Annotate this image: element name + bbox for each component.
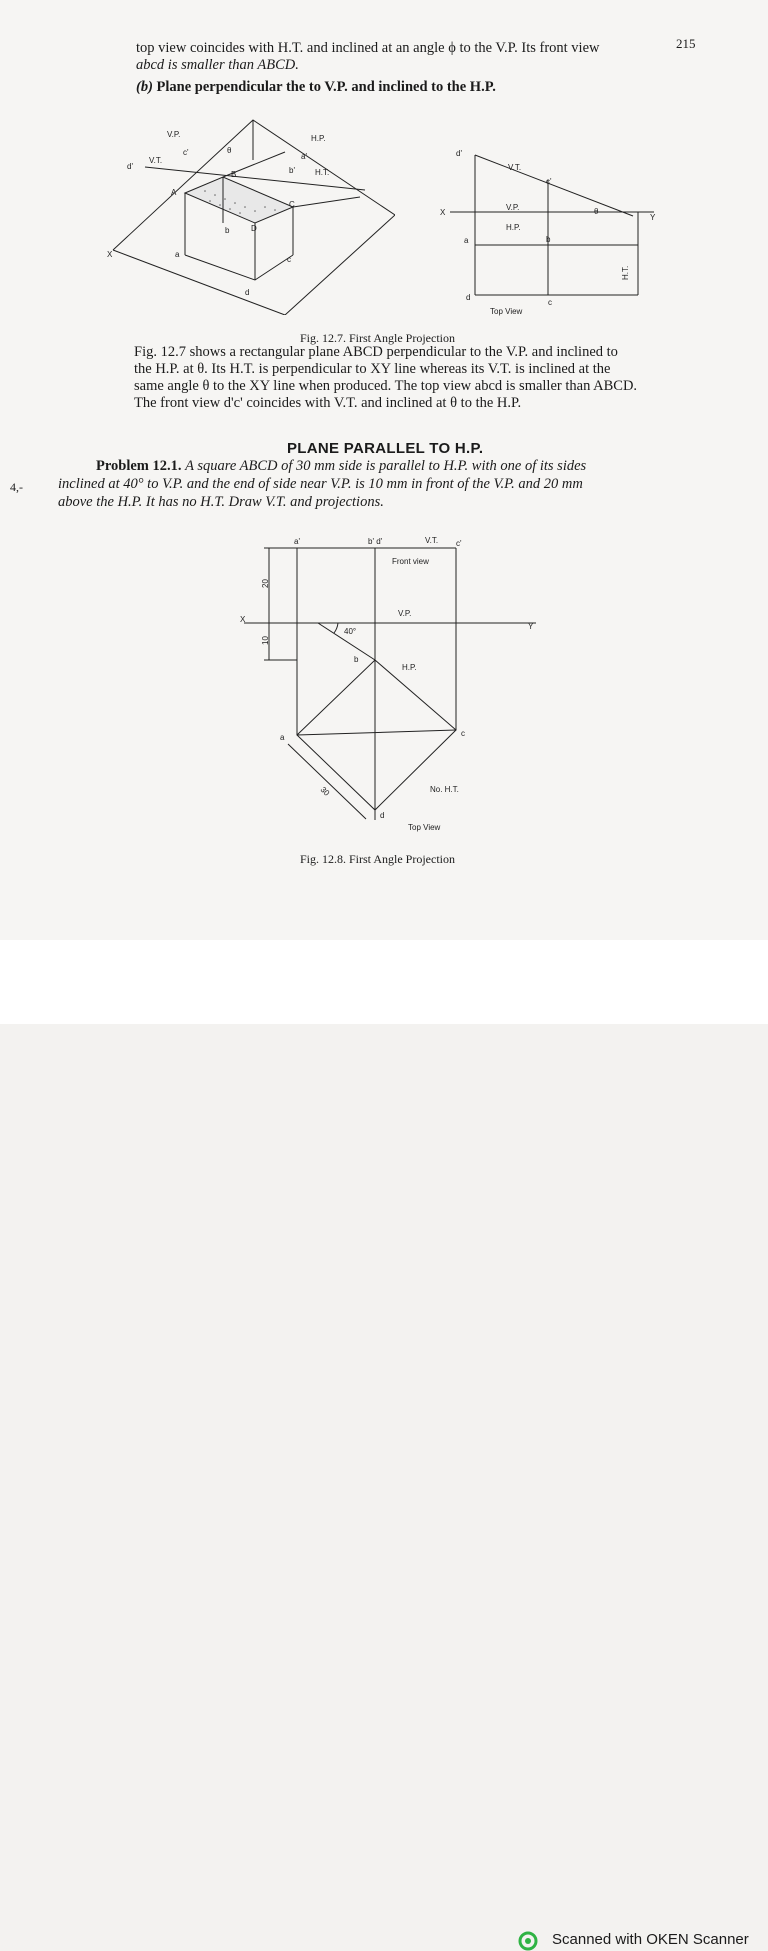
fig-12-8-diagram <box>230 530 550 840</box>
iso-x-label: X <box>107 250 113 259</box>
section-heading: PLANE PARALLEL TO H.P. <box>287 440 484 457</box>
oken-scanner-logo-icon <box>518 1931 538 1951</box>
subheading-prefix: (b) <box>136 79 153 95</box>
fig-12-7-caption: Fig. 12.7. First Angle Projection <box>300 331 456 345</box>
fig128-top-view-label: Top View <box>408 823 441 832</box>
problem-label: Problem 12.1. <box>96 458 182 474</box>
ortho-d-label: d <box>466 293 471 302</box>
ortho-ht-label: H.T. <box>621 265 630 280</box>
fig128-dim-30-label: 30 <box>318 785 332 798</box>
ortho-vt-label: V.T. <box>508 163 522 172</box>
fig128-no-ht-label: No. H.T. <box>430 785 459 794</box>
fig128-dim-10-label: 10 <box>261 636 270 645</box>
ortho-y-label: Y <box>650 213 656 222</box>
page-top-line-1: top view coincides with H.T. and inclined at an angle ϕ to the V.P. Its front view <box>136 40 600 56</box>
fig128-vt-label: V.T. <box>425 536 439 545</box>
fig128-front-view-label: Front view <box>392 557 429 566</box>
ortho-c-prime-label: c' <box>546 177 552 186</box>
iso-b-prime-label: b' <box>289 166 295 175</box>
iso-b-label: b <box>225 226 230 235</box>
scanner-footer <box>0 940 768 1948</box>
problem-text-1: A square ABCD of 30 mm side is parallel to H.P. with one of its sides <box>185 458 587 474</box>
fig-12-7-paragraph-line-3: same angle θ to the XY line when produced. The top view abcd is smaller than ABCD. <box>134 378 638 394</box>
iso-theta-label: θ <box>227 146 232 155</box>
fig128-y-label: Y <box>528 622 534 631</box>
fig128-c-label: c <box>461 729 465 738</box>
fig-12-8-caption: Fig. 12.8. First Angle Projection <box>300 852 456 866</box>
iso-vp-label: V.P. <box>167 130 181 139</box>
fig128-a-prime-label: a' <box>294 537 300 546</box>
iso-hp-label: H.P. <box>311 134 326 143</box>
fig128-hp-label: H.P. <box>402 663 417 672</box>
iso-B-label: B <box>231 170 237 179</box>
scanned-page <box>0 0 768 940</box>
problem-line-3: above the H.P. It has no H.T. Draw V.T. and projections. <box>58 494 384 510</box>
subheading <box>136 79 496 96</box>
subheading-text: Plane perpendicular the to V.P. and inclined to the H.P. <box>156 79 496 95</box>
fig128-angle-label: 40° <box>344 627 357 636</box>
fig128-b-label: b <box>354 655 359 664</box>
ortho-d-prime-label: d' <box>456 149 462 158</box>
fig-12-7-isometric-diagram <box>105 115 395 315</box>
iso-ht-label: H.T. <box>315 168 330 177</box>
fig-12-7-paragraph-line-4: The front view d'c' coincides with V.T. and inclined at θ to the H.P. <box>134 395 522 411</box>
ortho-theta-label: θ <box>594 207 599 216</box>
iso-vt-label: V.T. <box>149 156 163 165</box>
ortho-hp-label: H.P. <box>506 223 521 232</box>
fig128-a-label: a <box>280 733 285 742</box>
fig128-bd-prime-label: b' d' <box>368 537 383 546</box>
fig-12-7-paragraph-line-2: the H.P. at θ. Its H.T. is perpendicular to XY line whereas its V.T. is inclined at the <box>134 361 611 377</box>
page-top-line-2: abcd is smaller than ABCD. <box>136 57 299 73</box>
iso-D-label: D <box>251 224 257 233</box>
iso-d-label: d <box>245 288 250 297</box>
page-number: 215 <box>676 36 696 51</box>
iso-d-prime-label: d' <box>127 162 133 171</box>
fig128-vp-label: V.P. <box>398 609 412 618</box>
iso-C-label: C <box>289 200 295 209</box>
ortho-b-label: b <box>546 235 551 244</box>
ortho-vp-label: V.P. <box>506 203 520 212</box>
scanner-watermark-text: Scanned with OKEN Scanner <box>552 1931 749 1948</box>
fig128-dim-20-label: 20 <box>261 579 270 588</box>
ortho-x-label: X <box>440 208 446 217</box>
iso-c-label: c <box>287 255 291 264</box>
fig128-c-prime-label: c' <box>456 539 462 548</box>
fig128-d-label: d <box>380 811 385 820</box>
problem-line-2: inclined at 40° to V.P. and the end of side near V.P. is 10 mm in front of the V.P. and 20 mm <box>58 476 583 492</box>
iso-c-prime-label: c' <box>183 148 189 157</box>
margin-note: 4,- <box>10 480 23 494</box>
fig128-x-label: X <box>240 615 246 624</box>
iso-A-label: A <box>171 188 177 197</box>
problem-line-1 <box>96 458 586 475</box>
ortho-c-label: c <box>548 298 552 307</box>
iso-a-label: a <box>175 250 180 259</box>
ortho-a-label: a <box>464 236 469 245</box>
ortho-top-view-label: Top View <box>490 307 523 316</box>
fig-12-7-paragraph-line-1: Fig. 12.7 shows a rectangular plane ABCD perpendicular to the V.P. and inclined to <box>134 344 618 360</box>
iso-a-prime-label: a' <box>301 152 307 161</box>
fig-12-7-orthographic-diagram <box>438 140 668 320</box>
